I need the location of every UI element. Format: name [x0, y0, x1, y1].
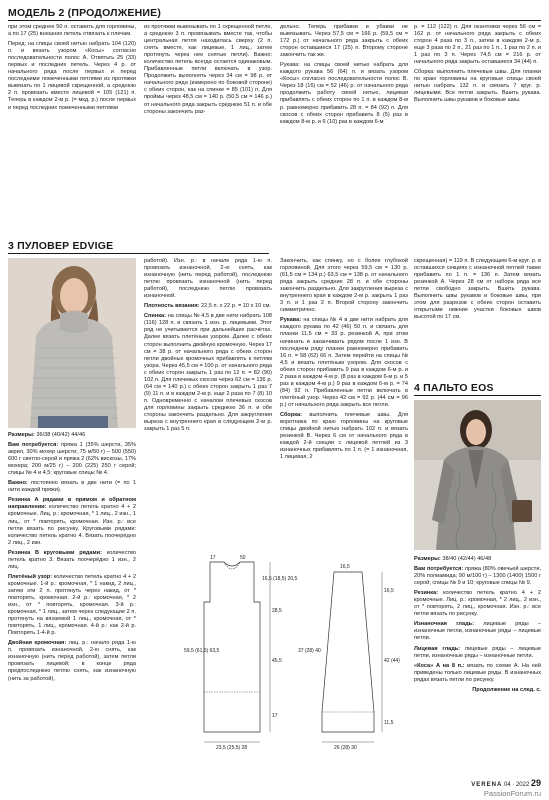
sizes-value: 36/38 (40/42) 44/46 [36, 432, 86, 438]
paragraph: Рукава: на спицы своей нитью набрать для каждого рукава 56 (64) п. и вязать узором «Косы» согласно последовательности полос B. Через 18 (16) см = 52 (46) р. от начального ряда продолжить работу своей нитью, лицевая прибавлять с обеих сторон по 1 п. в каждом 8-м р. равномерно прибавить 28 п. = 84 (92) п. Для скосов с обеих сторон прибавить 8 (5) раз в каждом 8-м р. и 6 (10) раз в каждом 6-м [280, 62, 408, 125]
materials-label: Вам потребуется: [8, 442, 59, 449]
continued-text: Продолжение на след. с. [472, 686, 541, 693]
important-note [8, 480, 136, 494]
rib-b-label: Резинка В круговыми рядами: [8, 549, 102, 556]
magazine-name: VERENA [471, 782, 503, 788]
pattern-text: количество петель кратно 4 + 2 кромочные. 1-й р.: кромочная, * 1 накид, 2 лиц., затем эти 2 п. протянуть через накид, от * повторять, кромочная. 2-й р.: кромочная, * 2 изн., от * повторять, кромочная. 3-й р.: кромочная, * 1 лиц., затем через следующие 2 п. протянуть на вязаемой 1 лиц., кромочная, от * повторять, 1 лиц., кромочная. 4-й р.: как 2-й р. Повторять 1-4-й р. [8, 573, 136, 637]
section-title: 4 ПАЛЬТО EOS [414, 382, 494, 394]
schema-label: 11,5 [384, 720, 394, 726]
photo-coat [414, 400, 541, 550]
knit-stitch [414, 646, 541, 660]
rib [414, 590, 541, 618]
cable-text: вязать по схеме А. На ней приведены только лицевые ряды. В изнаночных рядах вязать петли по рисунку. [414, 662, 541, 683]
issue-number: 04 · 2022 [503, 782, 530, 788]
schema-label: 45,5 [272, 658, 282, 664]
schema-label: 17 [210, 555, 216, 561]
purl-stitch-label: Изнаночная гладь: [414, 621, 474, 628]
page-number: 29 [530, 778, 541, 788]
schema-label: 16,5 [340, 564, 350, 570]
text-column [144, 258, 272, 540]
knit-stitch-label: Лицевая гладь: [414, 645, 461, 652]
schema-label: 17 [272, 713, 278, 719]
text-column [280, 258, 408, 540]
schema-label: 50 [240, 555, 246, 561]
assembly-text: выполнить плечевые швы. Для воротника по краю горловины на круговые спицы двойной нитью набрать 102 п. и вязать резинкой В. Через 6 см от начального ряда в каждой 2-й секции с лицевой петлей из 3 изнаночных прибавлять по 1 п. (= 1 изнаночная, 1 лицевая, 2 [280, 411, 408, 461]
schema-label: 59,5 (61,5) 63,5 [184, 648, 220, 654]
section-title: 3 ПУЛОВЕР EDVIGE [8, 240, 114, 252]
section-title: МОДЕЛЬ 2 (ПРОДОЛЖЕНИЕ) [8, 7, 162, 19]
materials-text: пряжа 1 (35% шерсти, 35% акрил, 30% мохер шерсти; 75 м/50 г) – 500 (550) 600 г светло-серой и пряжа 2 (62% вискозы, 17% мохера; 200 м/25 г) – 200 (225) 250 г серой; спицы № 4 и 4,5; круговые спицы № 4. [8, 442, 136, 477]
back-text: на спицы № 4,5 в две нити набрать 108 (116) 128 п. и связать 1 изн. р. лицевыми. Этот ряд не учитывается при дальнейших расчётах. Далее вязать плетёным узором. Далее с обеих сторон выполнить двойную кромочную. Через 17 см = 38 р. от начального ряда с обеих сторон петли двойных кромочных прибавлять к петлям узора. Через 45,5 см = 100 р. от начального ряда с обеих сторон закрыть 1 раз по 12 п. = 82 (90) 102 п. Для плечевых скосов через 62 см = 136 р. (64 см = 140 р.) с обеих сторон закрыть 1 раз 7 (9) 11 п. и в каждом 2-м р. еще 2 раза по 7 (8) 10 п. Одновременно с началом плечевых скосов для горловины закрыть среднюю 36 п. и обе стороны закончить раздельно. Для закругления выреза с внутреннего края в следующем 2-м р. закрыть 1 раз 5 п. [144, 313, 272, 433]
rib-b-text: количество петель кратно 3. Вязать поочерёдно 1 изн., 2 лиц. [8, 549, 137, 570]
rib-a-label: Резинка А рядами в прямом и обратном направлении: [8, 497, 136, 511]
rib-label: Резинка: [414, 590, 439, 597]
cable [414, 663, 541, 684]
text-column [280, 24, 408, 220]
purl-stitch [414, 621, 541, 642]
rib-a [8, 497, 136, 546]
back-label: Спинка: [144, 313, 167, 320]
paragraph: дельно. Теперь прибавки и убавки не вывязывать. Через 57,5 см = 166 р. (59,5 см = 172 р.) от начального ряда закрыть с обеих сторон оставшиеся 17 (25) п. Второму стороне закончить так же. [280, 24, 408, 59]
paragraph: скрещенная) = 119 п. В следующем 6-м круг. р. в оставшихся секциях с изнаночной петлей также прибавить по 1 п. = 136 п. Затем вязать резинкой А. Через 28 см от набора ряда все петли свободно закрыть. Вшить рукава. Выполнить швы рукавов и боковые швы, при этом для разрезов с обеих сторон оставить открытыми нижние участки боковых швов высотой по 17 см. [414, 258, 541, 321]
pattern [8, 574, 136, 637]
double-edge-text: лиц. р.: начало ряда 1-ю п. провязать изнаночной, 2-ю снять, как изнаночную (нить перед работой), затем петли провязать лицевой; в конце ряда предпоследнюю петлю снять, как изнаночную (нить за работой), [8, 640, 137, 682]
materials [414, 566, 541, 587]
schema-label: 16,5 [384, 588, 394, 594]
paragraph: Закончить, как спинку, но с более глубокой горловиной. Для этого через 59,5 см = 130 р. (61,5 см = 134 р.) 63,5 см = 138 р. от начального ряда закрыть средние 28 п. и обе стороны закончить раздельно. Для закругления выреза с внутреннего края в каждом 2-м р. закрыть 1 раз 3 п. и 1 раз 2 п. Второй сторону закончить симметрично. [280, 258, 408, 314]
double-edge-label: Двойная кромочная: [8, 640, 67, 647]
schema-body [180, 552, 298, 752]
double-edge [8, 640, 136, 682]
sizes-line [8, 432, 136, 439]
important-label: Важно: [8, 480, 28, 487]
density-label: Плотность вязания: [144, 303, 200, 310]
text-column [8, 24, 136, 220]
back [144, 313, 272, 433]
photo-pullover [8, 258, 136, 428]
schema-label: 42 (44) [384, 658, 400, 664]
paragraph: при этом среднее 50 п. оставить для горловины, а по 17 (25) внешних петель отвязать к плечам. [8, 24, 136, 38]
sizes-value: 38/40 (42/44) 46/48 [442, 556, 492, 562]
text-column [414, 24, 541, 220]
text-column [414, 556, 541, 778]
rib-a-text: количество петель кратно 4 + 2 кромочные. Лиц. р.: кромочная, * 1 лиц., 2 изн., 1 лиц., от * повторять, кромочная. Изн. р.: все петли вязать по рисунку. Круговыми рядами: количество петель кратно 4. Вязать поочерёдно 2 лиц., 2 изн. [8, 504, 136, 546]
materials-label: Вам потребуется: [414, 566, 464, 573]
sizes-label: Размеры: [8, 432, 35, 438]
text-column [414, 258, 541, 378]
knit-stitch-text: лицевые ряды – лицевые петли, изнаночные ряды – изнаночные петли. [414, 645, 541, 659]
materials-text: пряжа (80% овечьей шерсти, 20% полиамида; 90 м/100 г) – 1300 (1400) 1500 г серой; спицы № 9 и 10; круговые спицы № 9. [414, 566, 541, 587]
schema-label: 28,5 [272, 608, 282, 614]
schema-label: 23,5 (25,5) 28 [216, 745, 248, 751]
schema-label: 37 (28) 40 [298, 648, 321, 654]
assembly [280, 412, 408, 461]
cable-label: «Коса» А на 8 п.: [414, 662, 465, 669]
paragraph: работой). Изн. р.: в начале ряда 1-ю п. провязать изнаночной, 2-ю снять, как изнаночную (нить перед работой), последнюю петлю провязать изнаночной (нить перед работой), последнюю петлю провязать изнаночной. [144, 258, 272, 300]
sleeves [280, 317, 408, 409]
paragraph: р. = 112 (122) п. Для окантовки через 56 см = 162 р. от начального ряда закрыть с обеих сторон 4 раза по 3 п., затем в каждом 2-м р. еще 3 раза по 2 п., 21 раз по 1 п., 1 раз по 2 п. и 1 раз по 3 п. Через 74,5 см = 216 р. от начального ряда закрыть оставшиеся 34 (44) п. [414, 24, 541, 66]
sleeves-text: на спицы № 4 в две нити набрать для каждого рукава по 42 (46) 50 п. и связать для планки 11,5 см = 33 р. резинкой А, при этом начинать и заканчивать рядом после 1 изн. В последнем ряду планки равномерно прибавить 16 п. = 58 (62) 66 п. Затем перейти на спицы № 4,5 и вязать плетёным узором. Для скосов с обеих сторон прибавить 9 раз в каждом 6-м р. и 2 раза в каждом 4-м р. (8 раз в каждом 6-м р. и 5 раз в каждом 4-м р.) 9 раз в каждом 6-м р. = 74 (84) 92 п. Прибавленные петли включать в плетёный узор. Через 42 см = 92 р. (44 см = 96 р.) от начального ряда закрыть все петли. [280, 317, 408, 408]
text-column [144, 24, 272, 220]
section-header-model2 [8, 7, 541, 21]
density-text: 22,5 п. х 22 р. = 10 х 10 см. [201, 303, 271, 310]
section-header-model4 [414, 382, 541, 396]
materials [8, 442, 136, 477]
paragraph: Сборка: выполнить плечевые швы. Для планки по краю горловины на круговые спицы своей нитью набрать 132 п. и связать 7 круг. р. лицевыми. Все петли закрыть. Вшить рукава. Выполнить швы рукавов и боковые швы. [414, 69, 541, 104]
rib-b [8, 550, 136, 571]
assembly-label: Сборка: [280, 411, 303, 418]
pattern-label: Плетёный узор: [8, 573, 53, 580]
sizes-line [414, 556, 541, 563]
watermark: PassionForum.ru [483, 789, 541, 798]
text-column [8, 432, 136, 774]
rib-text: количество петель кратно 4 + 2 кромочные. Лиц. р.: кромочная, * 2 лиц., 2 изн., от * повторять, 2 лиц., кромочная. Изн. р.: все петли вязать по рисунку. [414, 590, 541, 618]
sleeves-label: Рукава: [280, 317, 302, 324]
schema-label: 16,5 (18,5) 20,5 [262, 576, 298, 582]
sizes-label: Размеры: [414, 556, 441, 562]
density [144, 303, 272, 310]
continued-note [414, 687, 541, 694]
important-text: постоянно вязать в две нити (= по 1 нити каждой пряжи). [8, 480, 136, 494]
paragraph: Перед: на спицы своей нитью набрать 104 (120) п. и вязать узором «Косы» согласно последовательности полос A. Отвятьть 25 (33) первых и последних петель. Через 4 р. от начального ряда после первых и перед последними помеченными петлями из протяжки вывязать по 1 лицевой скрещенной, а среднюю 2 п. провязать вместе лицевой = 105 (121) п. Теперь в каждом 2-м р. (= мкд, р.) после первых и перед последних помеченными петлями [8, 41, 136, 111]
schema-label: 26 (28) 30 [334, 745, 357, 751]
purl-stitch-text: лицевые ряды – изнаночные петли, изнаночные ряды – лицевые петли. [414, 621, 541, 642]
section-header-model3 [8, 240, 269, 254]
schema-sleeve [296, 552, 406, 752]
paragraph: из протяжки вывязывать по 1 скрещенной петле, а среднюю 3 п. провязывать вместе так, чтобы центральная петля находилась сверху (2 п. снять вместе, как лицевые, 1 лиц., затем протянуть через нее снятые петли). Важно: количество петель всегда остается одинаковым. Прибавленные петли включать в узор. Продолжить выполнять через 34 см = 98 р. от начального ряда (измерено по боковой стороне) с обеих сторон, как на спинке = 85 (101) п. Для проймы через 48,5 см = 140 р. (50,5 см = 146 р.) от начального ряда закрыть среднюю 51 п. и обе стороны закончить раз- [144, 24, 272, 115]
